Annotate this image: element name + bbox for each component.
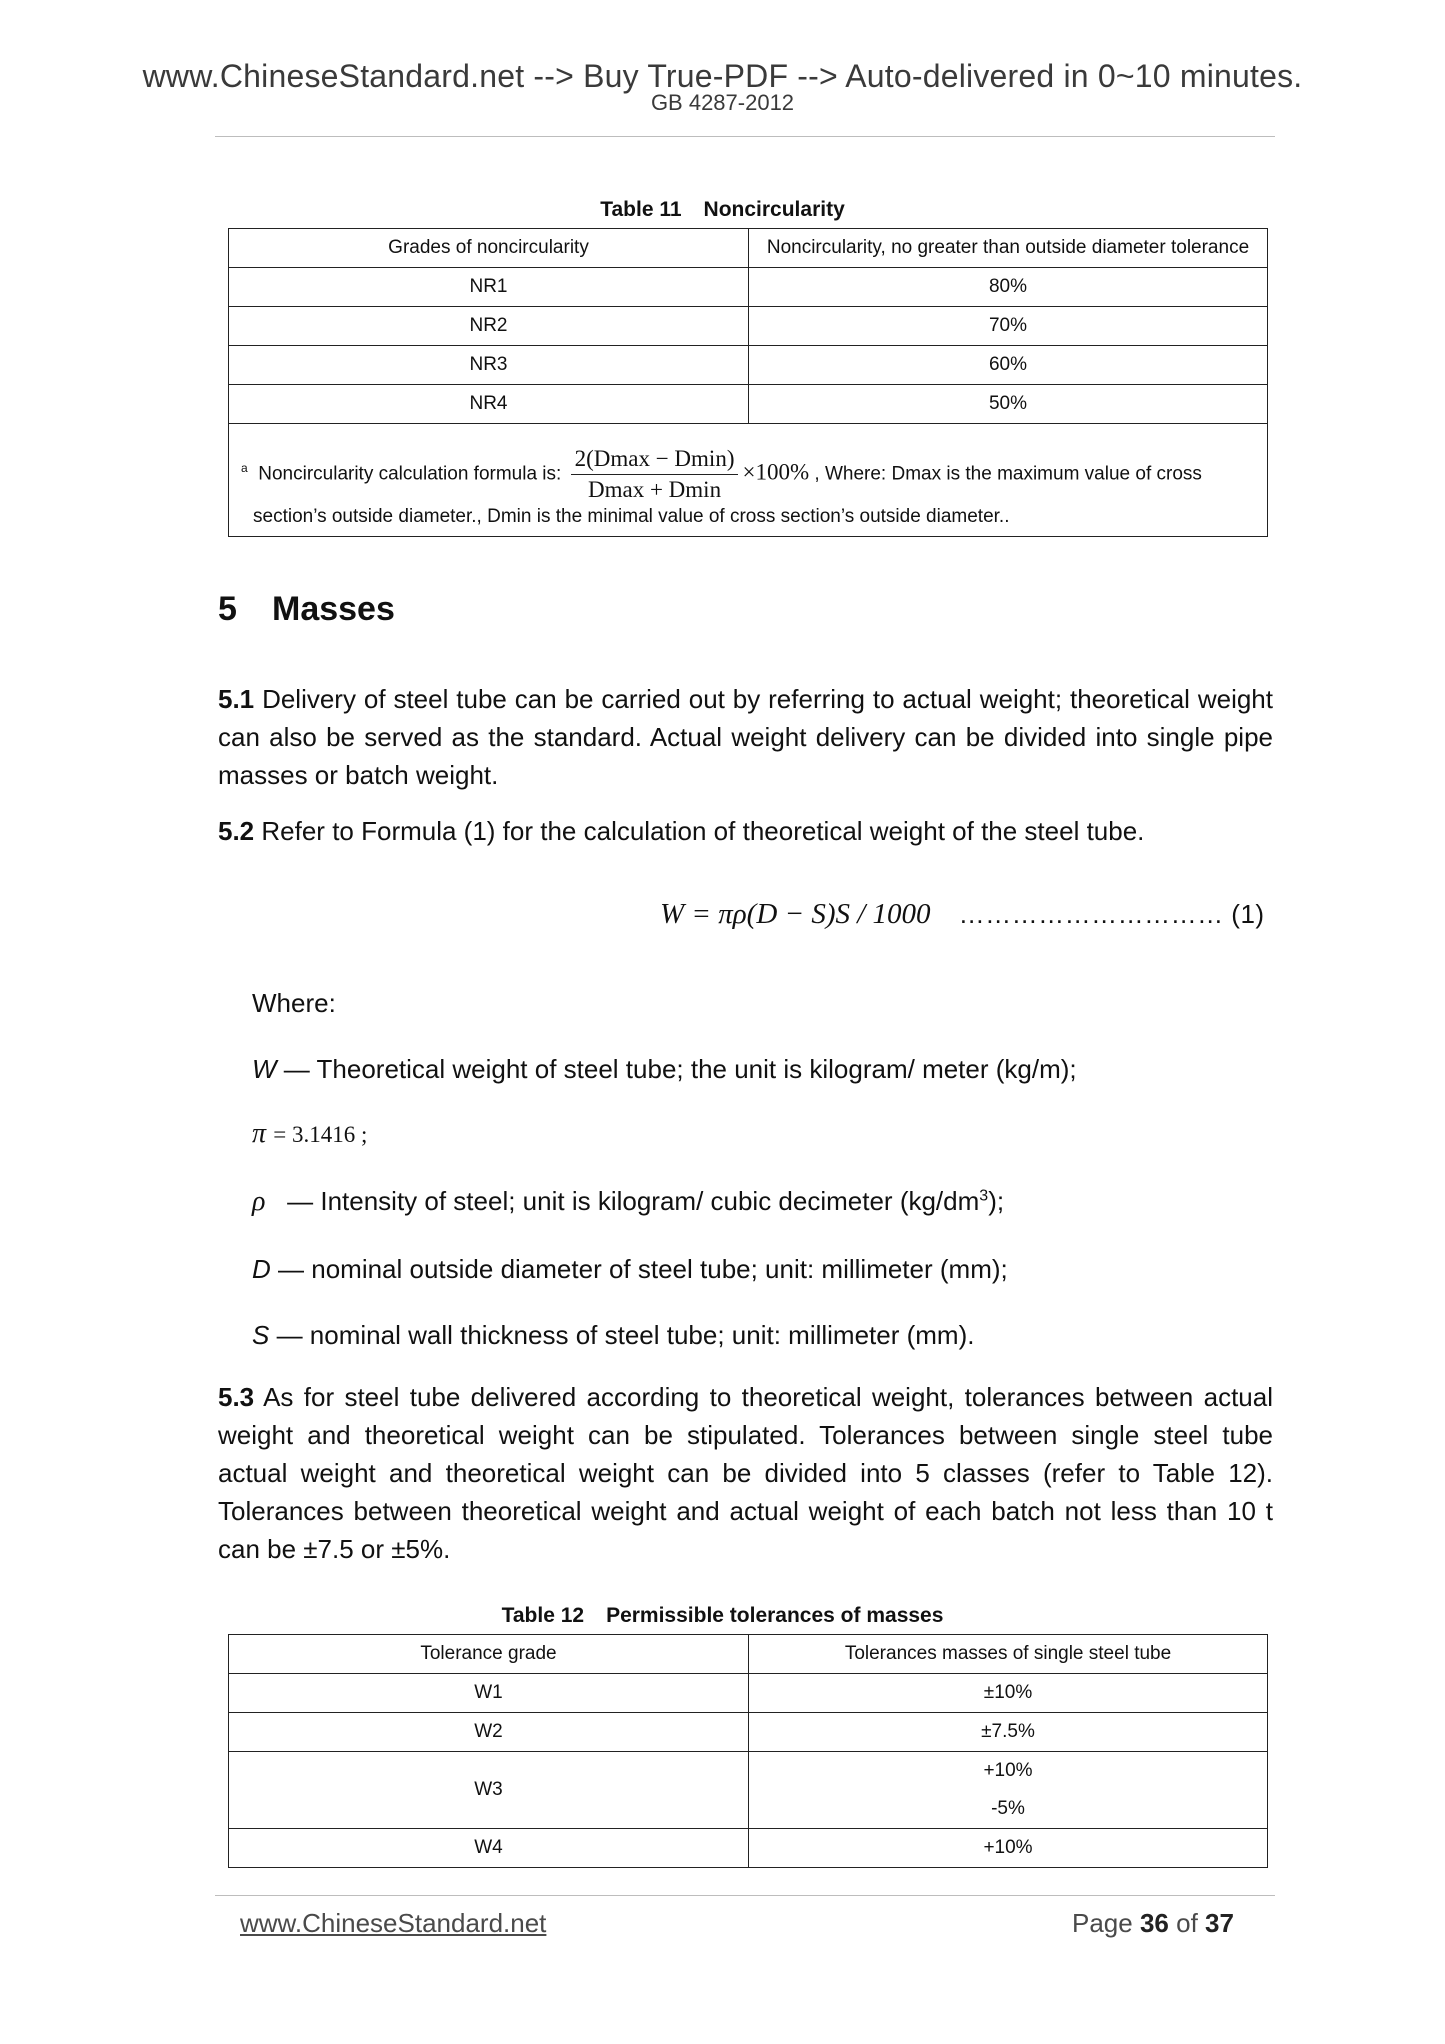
weight-formula: W = πρ(D − S)S / 1000 [660,898,931,930]
table12-tol-cell: +10% [749,1829,1268,1868]
clause-number: 5.3 [218,1382,255,1412]
def-symbol: π [252,1118,267,1149]
table12-grade-cell: W1 [229,1674,749,1713]
table12-grade-cell: W4 [229,1829,749,1868]
def-symbol: W [252,1054,277,1084]
table-row [229,1674,1268,1713]
section-5-heading [218,590,395,629]
paragraph-5-2 [218,812,1273,850]
table-row [229,1752,1268,1791]
table11-col-noncircularity: Noncircularity, no greater than outside diameter tolerance [749,229,1268,268]
footer-site-link[interactable]: www.ChineseStandard.net [240,1908,547,1938]
clause-text: Refer to Formula (1) for the calculation of theoretical weight of the steel tube. [261,816,1145,846]
definition-D [252,1254,1008,1285]
document-id: GB 4287-2012 [650,90,795,115]
table12-title: Permissible tolerances of masses [606,1604,944,1627]
definition-pi [252,1118,367,1150]
table12-tol-cell: ±7.5% [749,1713,1268,1752]
table-row [229,307,1268,346]
table11-value-cell: 50% [749,385,1268,424]
table12-grade-cell: W3 [229,1752,749,1829]
table12-col-tolerance: Tolerances masses of single steel tube [749,1635,1268,1674]
table12-col-grade: Tolerance grade [229,1635,749,1674]
table11-grade-cell: NR2 [229,307,749,346]
table11-note-row [229,424,1268,537]
clause-number: 5.1 [218,684,255,714]
table11-header-row [229,229,1268,268]
note-marker: a [241,461,248,476]
table11-caption [0,198,1445,222]
table11-label: Table 11 [600,198,682,221]
def-text: — nominal outside diameter of steel tube; unit: millimeter (mm); [278,1254,1008,1284]
header-divider [215,136,1275,137]
header-banner: www.ChineseStandard.net --> Buy True-PDF --> Auto-delivered in 0~10 minutes. [142,58,1303,94]
formula-percent: ×100% [742,459,810,485]
clause-text: Delivery of steel tube can be carried out by referring to actual weight; theoretical weight can also be served as the standard. Actual weight delivery can be divided into single pipe masses or batch weight. [218,684,1273,790]
footer-divider [215,1895,1275,1896]
table-row [229,268,1268,307]
where-label: Where: [252,988,336,1018]
def-symbol: D [252,1254,271,1284]
clause-text: As for steel tube delivered according to theoretical weight, tolerances between actual weight and theoretical weight can be stipulated. Tolerances between single steel tube actual weight and theoretical weight can be divided into 5 classes (refer to Table 12). Tolerances between theoretical weight and actual weight of each batch not less than 10 t can be ±7.5 or ±5%. [218,1382,1273,1564]
table11-col-grades: Grades of noncircularity [229,229,749,268]
formula-number: ………………………… (1) [958,899,1265,929]
page-label: Page [1072,1908,1133,1938]
table-row [229,1713,1268,1752]
def-symbol: S [252,1320,270,1350]
def-sup: 3 [979,1187,989,1205]
paragraph-5-3 [218,1378,1273,1568]
formula-denominator: Dmax + Dmin [588,477,722,502]
clause-number: 5.2 [218,816,255,846]
table11-value-cell: 80% [749,268,1268,307]
formula-1 [660,898,1274,931]
table12-tol-cell: ±10% [749,1674,1268,1713]
table12-label: Table 12 [501,1604,585,1627]
table11-grade-cell: NR4 [229,385,749,424]
table11-value-cell: 70% [749,307,1268,346]
table12-header-row [229,1635,1268,1674]
section-number: 5 [218,590,237,628]
table-row [229,385,1268,424]
table11-value-cell: 60% [749,346,1268,385]
paragraph-5-1 [218,680,1273,794]
def-text: — nominal wall thickness of steel tube; unit: millimeter (mm). [276,1320,975,1350]
formula-numerator: 2(Dmax − Dmin) [571,446,739,475]
table12-grade-cell: W2 [229,1713,749,1752]
table11-grade-cell: NR3 [229,346,749,385]
def-text: — Theoretical weight of steel tube; the unit is kilogram/ meter (kg/m); [283,1054,1077,1084]
of-label: of [1176,1908,1198,1938]
table11-title: Noncircularity [703,198,845,221]
def-text: = 3.1416 ; [273,1122,368,1147]
page-total: 37 [1205,1908,1234,1938]
note-where: , Where: Dmax is the maximum value of cross [814,463,1202,485]
page-number: 36 [1139,1908,1169,1938]
def-symbol: ρ [252,1186,266,1217]
note-prefix: Noncircularity calculation formula is: [258,463,562,485]
table12-tol-plus-cell: +10% [749,1752,1268,1791]
definition-rho [252,1186,1004,1218]
def-text: — Intensity of steel; unit is kilogram/ cubic decimeter (kg/dm [287,1186,980,1216]
note-line-2: section’s outside diameter., Dmin is the minimal value of cross section’s outside diameter.. [253,506,1010,527]
table11-grade-cell: NR1 [229,268,749,307]
note-line-1 [241,446,1202,503]
page-indicator [1072,1908,1234,1939]
table12-caption [0,1604,1445,1628]
table11-note [229,424,1268,537]
table12 [228,1634,1268,1868]
table12-tol-minus-cell: -5% [749,1790,1268,1829]
table-row [229,346,1268,385]
section-title: Masses [272,590,395,628]
definition-W [252,1054,1077,1085]
def-after: ); [988,1186,1005,1216]
definition-S [252,1320,974,1351]
table-row [229,1829,1268,1868]
noncircularity-formula [571,446,739,503]
table11 [228,228,1268,537]
